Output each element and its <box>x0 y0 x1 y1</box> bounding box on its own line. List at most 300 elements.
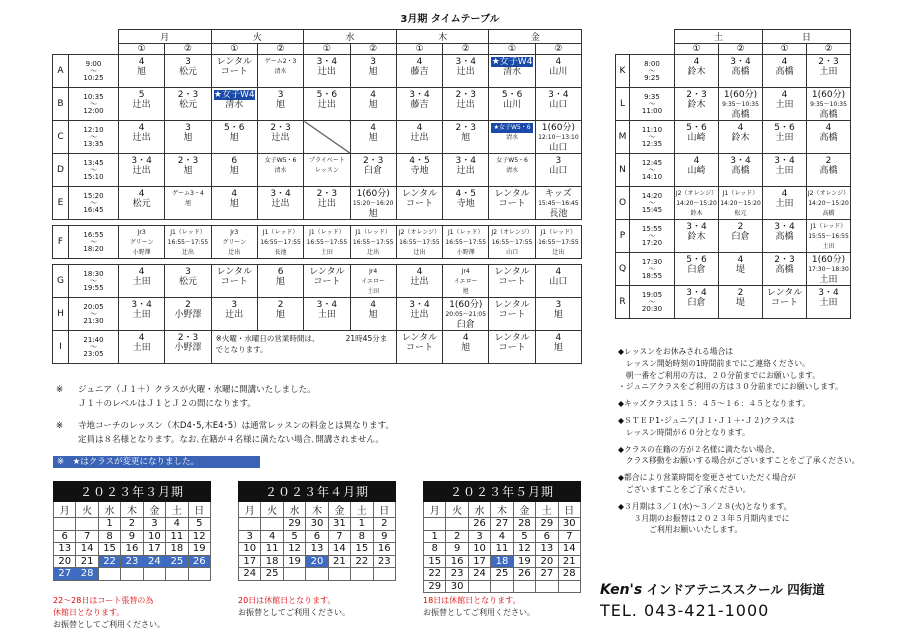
class-text: 鈴木 <box>690 210 703 217</box>
class-text: 土田 <box>367 288 380 295</box>
class-text: 清水 <box>506 167 519 174</box>
class-text: 2・3 <box>774 255 795 265</box>
class-cell <box>211 121 257 154</box>
class-text: 長池 <box>274 249 287 256</box>
info-line: ◆都合により営業時間を変更させていただく場合が <box>618 473 796 483</box>
class-text: レンタル <box>494 189 530 199</box>
row-label: B <box>53 88 69 121</box>
class-text: 高橋 <box>775 67 794 77</box>
calendar-day: 29 <box>424 580 446 593</box>
class-cell <box>719 121 763 154</box>
time-text: 18:30 <box>83 269 104 278</box>
calendar-day: 12 <box>283 543 305 556</box>
class-text: ★女子W4 <box>491 57 533 67</box>
class-text: 15:20〜16:20 <box>352 200 394 207</box>
calendar-caption: ２０２３年４月期 <box>239 482 396 502</box>
calendar-day: 26 <box>188 555 210 568</box>
class-text: 2・3 <box>316 189 338 199</box>
row-label: R <box>616 286 630 319</box>
calendar-day: 20 <box>536 555 558 568</box>
class-cell <box>119 331 165 364</box>
note-junior-level: Ｊ１＋のレベルはＪ１とＪ２の間になります。 <box>78 399 256 409</box>
class-text: 5・6 <box>774 123 795 133</box>
class-cell <box>675 220 719 253</box>
class-text: 辻出 <box>456 67 475 77</box>
class-cell <box>807 187 851 220</box>
class-text: プライベート <box>308 157 345 164</box>
class-text: 辻出 <box>552 249 565 256</box>
class-text: 3・4 <box>131 300 152 310</box>
calendar-day <box>239 518 261 531</box>
time-cell <box>69 88 119 121</box>
class-cell <box>211 187 257 220</box>
class-text: 山口 <box>506 249 519 256</box>
class-text: 女子W5・6 <box>496 157 528 164</box>
class-text: 清水 <box>274 167 287 174</box>
class-text: 辻出 <box>410 133 429 143</box>
calendar-day: 14 <box>328 543 350 556</box>
calendar-note-line: お振替としてご利用ください。 <box>238 608 350 617</box>
class-text: 高橋 <box>822 210 835 217</box>
calendar-day <box>558 580 580 593</box>
class-text: 小野澤 <box>174 310 202 320</box>
calendar-day: 4 <box>166 518 188 531</box>
calendar-day: 17 <box>239 555 261 568</box>
time-text: 〜 <box>90 165 97 174</box>
class-cell <box>763 55 807 88</box>
time-text: 19:05 <box>641 290 663 299</box>
row-label: L <box>616 88 630 121</box>
class-text: レンタル <box>401 189 438 199</box>
weekday-label: 火 <box>261 502 283 518</box>
calendar-note-line: 20日は休館日となります。 <box>238 596 336 605</box>
info-line: ◆レッスンをお休みされる場合は <box>618 347 734 356</box>
class-text: 土田 <box>317 310 336 320</box>
class-text: 4 <box>416 57 423 67</box>
class-cell <box>807 253 851 286</box>
time-text: 〜 <box>648 264 656 273</box>
class-cell <box>350 187 396 220</box>
info-line: レッスン時間が６０分となります。 <box>618 427 750 437</box>
class-cell <box>443 121 489 154</box>
class-text: コート <box>220 277 248 287</box>
class-text: J1（レッド） <box>448 229 484 236</box>
calendar-day: 18 <box>261 555 283 568</box>
day-header: 火 <box>211 30 304 44</box>
class-text: コート <box>771 298 799 308</box>
info-line: ございますことをご了承ください。 <box>618 484 751 494</box>
class-text: 高橋 <box>819 166 838 176</box>
time-text: 15:20 <box>83 191 104 200</box>
class-cell <box>119 226 165 259</box>
class-cell <box>675 253 719 286</box>
weekday-label: 月 <box>239 502 261 518</box>
class-text: 1(60分) <box>723 90 758 100</box>
class-cell <box>535 187 581 220</box>
time-text: 15:10 <box>83 172 104 181</box>
class-text: 松元 <box>132 199 151 209</box>
class-text: J1（レッド） <box>355 229 391 236</box>
class-text: 旭 <box>229 133 239 143</box>
calendar-day: 3 <box>239 530 261 543</box>
class-cell <box>304 226 350 259</box>
class-cell <box>675 286 719 319</box>
class-text: 4 <box>138 189 145 199</box>
class-text: 臼倉 <box>364 166 383 176</box>
day-header: 水 <box>304 30 397 44</box>
class-cell <box>675 121 719 154</box>
class-text: 辻出 <box>410 310 429 320</box>
class-text: 3 <box>185 123 191 133</box>
time-text: 11:10 <box>641 125 663 134</box>
slot-header: ① <box>211 44 257 55</box>
class-text: 旭 <box>368 100 378 110</box>
class-text: 松元 <box>178 100 197 110</box>
class-text: ゲーム2・3 <box>264 58 297 65</box>
class-text: 1(60分) <box>811 255 846 265</box>
calendar-day: 8 <box>98 530 120 543</box>
brand-logo: Ken's <box>600 582 643 598</box>
class-text: 4 <box>138 123 145 133</box>
calendar-day: 12 <box>188 530 210 543</box>
class-text: イエロー <box>361 278 386 285</box>
weekday-timetable <box>52 29 582 364</box>
time-cell <box>630 286 675 319</box>
class-text: 辻出 <box>225 310 244 320</box>
info-line: ◆ＳＴＥＰ1･ジュニア(Ｊ１･Ｊ１＋･Ｊ２)クラスは <box>618 415 795 425</box>
class-text: 山川 <box>549 67 568 77</box>
class-text: 20:05〜21:05 <box>445 311 487 318</box>
info-line: レッスン開始時刻の1時間前までにご連絡ください。 <box>618 358 811 368</box>
calendar-day <box>143 568 165 581</box>
class-text: 旭 <box>368 133 378 143</box>
class-text: 4 <box>462 333 469 343</box>
time-text: 12:00 <box>83 106 104 115</box>
class-cell <box>535 265 581 298</box>
calendar-note <box>53 595 165 631</box>
calendar-day: 30 <box>558 518 580 531</box>
calendar-day: 20 <box>306 555 328 568</box>
class-text: 3 <box>555 300 562 310</box>
slot-header: ① <box>304 44 350 55</box>
row-label: P <box>616 220 630 253</box>
note-mark: ※ <box>56 385 64 395</box>
class-text: 清水 <box>225 100 244 110</box>
class-text: 4 <box>138 57 145 67</box>
info-line: ◆キッズクラスは１５：４５〜１６：４５となります。 <box>618 399 811 409</box>
class-text: レンタル <box>216 57 252 67</box>
class-text: 小野澤 <box>456 249 475 256</box>
class-text: 清水 <box>506 134 519 141</box>
class-text: 3・4 <box>686 288 707 298</box>
class-text: 14:20〜15:20 <box>720 200 761 207</box>
time-text: 15:55 <box>641 224 663 233</box>
time-cell <box>69 121 119 154</box>
calendar-day: 6 <box>54 530 76 543</box>
class-cell <box>763 286 807 319</box>
calendar-day: 16 <box>446 555 468 568</box>
weekday-label: 月 <box>424 502 446 518</box>
calendar-day: 12 <box>513 543 535 556</box>
calendar-day: 14 <box>558 543 580 556</box>
calendar-day: 5 <box>283 530 305 543</box>
class-text: 長池 <box>549 209 568 219</box>
weekday-label: 木 <box>491 502 513 518</box>
calendar-note-line: お振替としてご利用ください。 <box>423 608 535 617</box>
class-text: 3・4 <box>818 288 839 298</box>
calendar-day: 19 <box>513 555 535 568</box>
class-text: 辻出 <box>413 249 426 256</box>
class-cell <box>165 154 211 187</box>
class-text: 3・4 <box>774 156 795 166</box>
calendar-day <box>373 568 395 581</box>
class-text: 4 <box>693 57 700 67</box>
calendar-day: 21 <box>76 555 98 568</box>
class-text: 4 <box>138 333 145 343</box>
class-text: 鈴木 <box>687 232 706 242</box>
class-text: 藤吉 <box>410 100 429 110</box>
class-text: レンタル <box>766 288 803 298</box>
calendar-day <box>468 580 490 593</box>
class-text: 14:20〜15:20 <box>808 200 849 207</box>
class-cell <box>304 55 350 88</box>
weekday-label: 日 <box>188 502 210 518</box>
class-cell <box>719 286 763 319</box>
class-cell <box>719 55 763 88</box>
class-text: 山口 <box>549 143 568 153</box>
calendar-day: 13 <box>536 543 558 556</box>
class-cell <box>396 298 442 331</box>
weekday-label: 土 <box>351 502 373 518</box>
class-text: 3・4 <box>548 90 569 100</box>
calendar-day: 10 <box>468 543 490 556</box>
class-cell <box>807 220 851 253</box>
calendar-day: 7 <box>328 530 350 543</box>
weekend-timetable <box>615 29 851 319</box>
class-text: 旭 <box>183 133 193 143</box>
slot-header: ② <box>350 44 396 55</box>
weekday-label: 土 <box>536 502 558 518</box>
time-text: 19:55 <box>83 283 104 292</box>
class-text: コート <box>405 343 433 353</box>
class-cell <box>443 187 489 220</box>
class-text: 4 <box>138 267 145 277</box>
class-text: 16:55〜17:55 <box>399 239 440 246</box>
class-text: 土田 <box>775 133 794 143</box>
class-text: 辻出 <box>456 166 475 176</box>
row-label: C <box>53 121 69 154</box>
class-change-banner: ※ ★はクラスが変更になりました。 <box>53 456 260 468</box>
class-text: 土田 <box>775 100 794 110</box>
class-cell <box>165 226 211 259</box>
calendar-day: 13 <box>306 543 328 556</box>
time-cell <box>69 331 119 364</box>
calendar-day: 15 <box>98 543 120 556</box>
class-text: コート <box>405 199 433 209</box>
class-text: レンタル <box>309 267 345 277</box>
class-text: 4・5 <box>409 156 430 166</box>
calendar-day <box>98 568 120 581</box>
calendar-day: 16 <box>373 543 395 556</box>
class-text: 土田 <box>819 67 838 77</box>
calendar-day: 26 <box>513 568 535 581</box>
class-text: 1(60分) <box>541 123 575 133</box>
class-cell <box>257 154 303 187</box>
class-cell <box>165 298 211 331</box>
row-label: K <box>616 55 630 88</box>
class-text: 1(60分) <box>449 300 483 310</box>
time-text: 〜 <box>90 276 97 285</box>
class-text: キッズ <box>544 189 572 199</box>
class-cell <box>304 187 350 220</box>
calendar-day: 25 <box>491 568 513 581</box>
calendar <box>423 481 581 593</box>
class-text: 12:10〜13:10 <box>538 134 579 141</box>
class-text: 小野澤 <box>132 249 151 256</box>
class-text: 辻出 <box>317 199 336 209</box>
info-line: クラス移動をお願いする場合がございますことをご了承ください。 <box>618 456 860 466</box>
calendar-day: 6 <box>306 530 328 543</box>
calendar-day: 25 <box>166 555 188 568</box>
weekday-label: 土 <box>166 502 188 518</box>
class-text: 臼倉 <box>731 232 750 242</box>
class-cell <box>119 298 165 331</box>
class-text: 旭 <box>229 199 239 209</box>
row-label: O <box>616 187 630 220</box>
class-text: レンタル <box>216 267 252 277</box>
class-cell <box>396 88 442 121</box>
time-text: 8:00 <box>644 59 660 68</box>
class-text: 4 <box>825 123 832 133</box>
row-label: E <box>53 187 69 220</box>
class-text: 1(60分) <box>811 90 846 100</box>
calendar-day: 8 <box>351 530 373 543</box>
calendar-day: 22 <box>424 568 446 581</box>
class-cell <box>396 226 442 259</box>
class-cell <box>719 187 763 220</box>
class-cell <box>535 331 581 364</box>
calendar-day <box>76 518 98 531</box>
info-block <box>618 346 859 536</box>
class-cell <box>396 331 442 364</box>
class-text: コート <box>313 277 341 287</box>
class-cell <box>489 121 535 154</box>
row-label: I <box>53 331 69 364</box>
page-title: 3月期 タイムテーブル <box>400 14 500 25</box>
class-text: 辻出 <box>181 249 194 256</box>
class-text: 2・3 <box>686 90 707 100</box>
class-cell <box>257 55 303 88</box>
class-text: 辻出 <box>271 133 290 143</box>
class-text: 松元 <box>178 277 197 287</box>
weekday-label: 月 <box>54 502 76 518</box>
class-text: 4 <box>555 57 562 67</box>
class-text: 山口 <box>549 100 568 110</box>
class-text: 14:20〜15:20 <box>676 200 717 207</box>
class-text: 3 <box>370 57 377 67</box>
time-cell <box>69 226 119 259</box>
class-text: 2 <box>185 300 191 310</box>
class-text: 高橋 <box>731 67 750 77</box>
calendar-day: 21 <box>328 555 350 568</box>
class-text: イエロー <box>453 278 478 285</box>
class-cell <box>257 121 303 154</box>
class-cell <box>396 265 442 298</box>
class-cell <box>304 154 350 187</box>
weekday-label: 火 <box>76 502 98 518</box>
class-text: 9:35〜10:35 <box>810 101 847 108</box>
class-text: 4 <box>416 267 423 277</box>
class-text: 2・3 <box>455 90 476 100</box>
time-text: 10:35 <box>83 92 104 101</box>
class-cell <box>396 187 442 220</box>
class-cell <box>535 55 581 88</box>
class-text: レンタル <box>401 333 438 343</box>
class-cell <box>443 154 489 187</box>
day-header: 金 <box>489 30 582 44</box>
class-cell <box>165 55 211 88</box>
class-text: 山崎 <box>687 133 706 143</box>
time-text: 21:40 <box>83 335 104 344</box>
class-text: Jr3 <box>137 229 146 236</box>
class-cell <box>763 121 807 154</box>
time-text: 16:55 <box>83 230 104 239</box>
slot-header: ② <box>535 44 581 55</box>
class-cell <box>535 226 581 259</box>
class-text: 旭 <box>461 133 471 143</box>
class-text: 3 <box>231 300 238 310</box>
calendar-day: 28 <box>513 518 535 531</box>
class-cell <box>807 55 851 88</box>
class-cell <box>675 88 719 121</box>
class-text: 3・4 <box>455 156 476 166</box>
class-cell <box>535 121 581 154</box>
calendar-day: 11 <box>261 543 283 556</box>
class-text: 辻出 <box>317 100 336 110</box>
class-cell <box>535 298 581 331</box>
class-cell <box>763 88 807 121</box>
calendar-day: 1 <box>351 518 373 531</box>
class-text: J2（オレンジ） <box>675 190 718 197</box>
time-cell <box>69 154 119 187</box>
time-text: 〜 <box>648 198 656 207</box>
slot-header: ① <box>675 44 719 55</box>
calendar-day: 26 <box>468 518 490 531</box>
time-text: 〜 <box>648 231 656 240</box>
calendar-day: 23 <box>373 555 395 568</box>
time-text: 15:45 <box>641 205 663 214</box>
time-cell <box>630 220 675 253</box>
time-text: 9:25 <box>644 73 660 82</box>
weekday-label: 金 <box>513 502 535 518</box>
time-cell <box>69 55 119 88</box>
class-text: 旭 <box>184 200 191 207</box>
class-text: レンタル <box>494 300 530 310</box>
class-text: 旭 <box>461 343 471 353</box>
time-text: 13:45 <box>83 158 104 167</box>
calendar-day: 10 <box>239 543 261 556</box>
class-cell <box>535 154 581 187</box>
class-text: 4 <box>231 189 238 199</box>
calendar-day <box>261 518 283 531</box>
class-text: 17:30〜18:30 <box>808 266 849 273</box>
class-cell <box>443 226 489 259</box>
class-cell <box>489 55 535 88</box>
row-label: A <box>53 55 69 88</box>
class-text: 3 <box>277 90 284 100</box>
class-cell <box>350 88 396 121</box>
class-text: 16:55〜17:55 <box>538 239 579 246</box>
